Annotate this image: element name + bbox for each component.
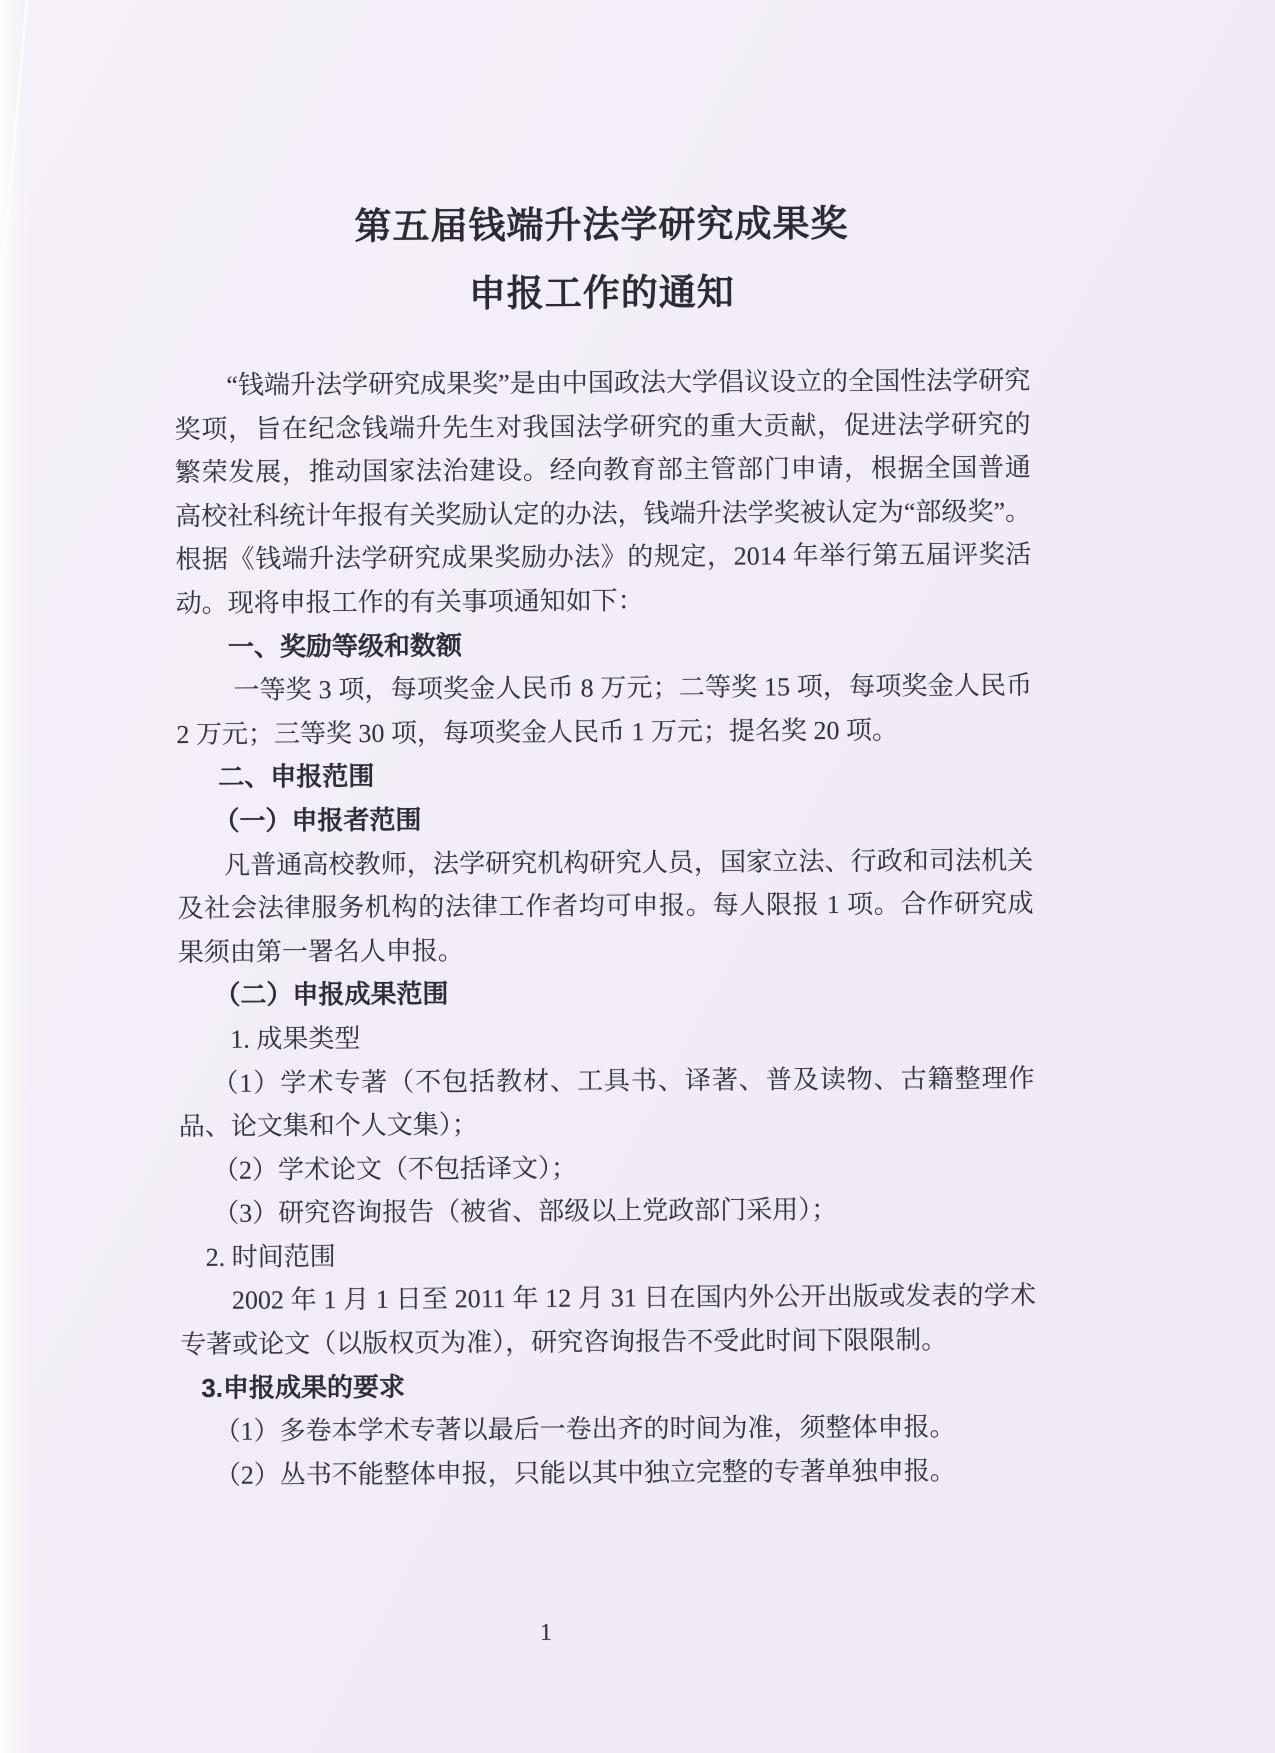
para-award-amounts: 一等奖 3 项，每项奖金人民币 8 万元；二等奖 15 项，每项奖金人民币 2 万元；三等奖 30 项，每项奖金人民币 1 万元；提名奖 20 项。 [176,671,1033,749]
heading-award-levels: 一、奖励等级和数额 [227,629,463,662]
doc-title-line-1: 第五届钱端升法学研究成果奖 [354,202,849,247]
item-achievement-types: 1. 成果类型 [230,1023,361,1054]
para-type-monographs: （1）学术专著（不包括教材、工具书、译著、普及读物、古籍整理作品、论文集和个人文集）； [178,1063,1035,1142]
document-content [172,0,1039,1753]
para-requirement-multivolume: （1）多卷本学术专著以最后一卷出齐的时间为准，须整体申报。 [214,1412,956,1447]
para-time-range: 2002 年 1 月 1 日至 2011 年 12 月 31 日在国内外公开出版或发表的学术专著或论文（以版权页为准），研究咨询报告不受此时间下限限制。 [180,1281,1037,1360]
intro-paragraph: “钱端升法学研究成果奖”是由中国政法大学倡议设立的全国性法学研究奖项，旨在纪念钱端升先生对我国法学研究的重大贡献，促进法学研究的繁荣发展，推动国家法治建设。经向教育部主管部门申请，根据全国普通高校社科统计年报有关奖励认定的办法，钱端升法学奖被认定为“部级奖”。根据《钱端升法学研究成果奖励办法》的规定，2014 年举行第五届评奖活动。现将申报工作的有关事项通知如下： [174,365,1032,619]
para-type-papers: （2）学术论文（不包括译文）； [212,1153,578,1185]
subheading-achievement-scope: （二）申报成果范围 [214,978,449,1011]
subheading-applicant-scope: （一）申报者范围 [213,804,422,836]
document-title [173,189,1030,330]
para-applicant-scope: 凡普通高校教师，法学研究机构研究人员，国家立法、行政和司法机关及社会法律服务机构的法律工作者均可申报。每人限报 1 项。合作研究成果须由第一署名人申报。 [177,845,1034,967]
para-requirement-series: （2）丛书不能整体申报，只能以其中独立完整的专著单独申报。 [214,1456,956,1490]
para-type-reports: （3）研究咨询报告（被省、部级以上党政部门采用）； [213,1195,838,1229]
document-body [174,359,1037,1498]
item-time-range: 2. 时间范围 [205,1241,336,1272]
page-number: 1 [539,1619,553,1646]
heading-achievement-requirements: 3.申报成果的要求 [201,1371,406,1403]
doc-title-line-2: 申报工作的通知 [468,271,735,315]
heading-application-scope: 二、申报范围 [218,761,375,793]
